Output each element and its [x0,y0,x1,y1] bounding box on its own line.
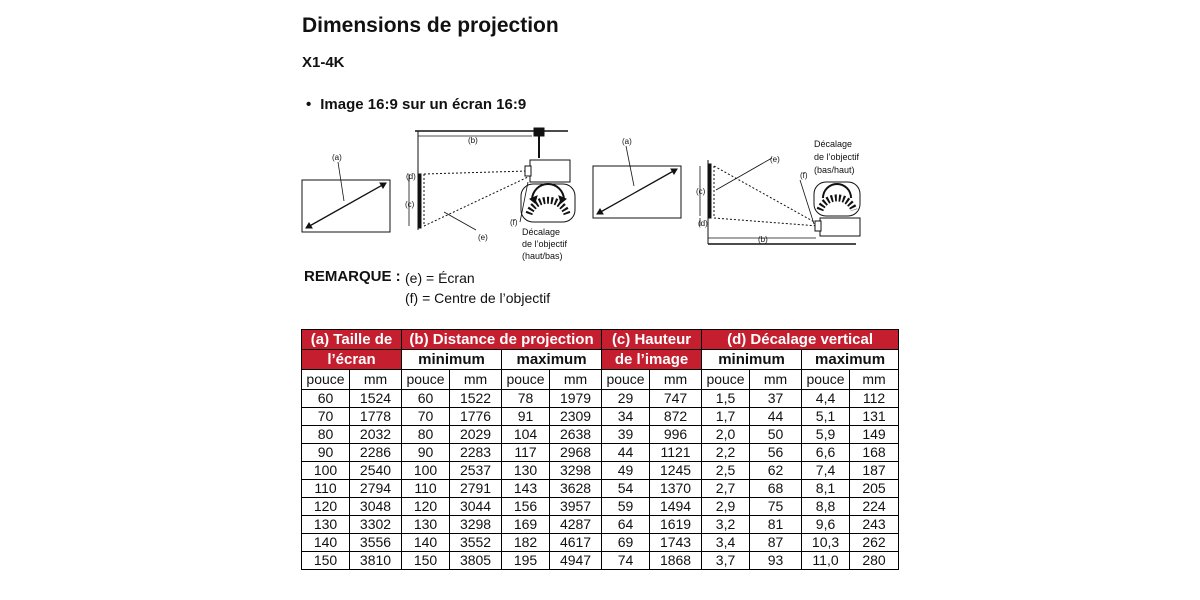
unit-cell: mm [350,370,402,390]
table-cell: 3048 [350,498,402,516]
table-cell: 2,2 [702,444,750,462]
table-cell: 100 [402,462,450,480]
table-cell: 2286 [350,444,402,462]
table-cell: 9,6 [802,516,850,534]
table-cell: 44 [750,408,802,426]
table-cell: 60 [302,390,350,408]
table-cell: 56 [750,444,802,462]
table-cell: 3298 [550,462,602,480]
label-f: (f) [800,171,808,180]
table-row [302,426,899,444]
projector-lens [525,166,531,176]
table-cell: 2791 [450,480,502,498]
diagonal-arrow [306,183,386,228]
shift-label-line3: (haut/bas) [522,251,563,261]
table-cell: 149 [850,426,899,444]
table-cell: 195 [502,552,550,570]
table-cell: 60 [402,390,450,408]
table-cell: 224 [850,498,899,516]
diagonal-arrow [597,169,677,214]
table-cell: 205 [850,480,899,498]
label-f-leader [800,180,814,224]
table-cell: 3298 [450,516,502,534]
table-cell: 3805 [450,552,502,570]
remark-line-f: (f) = Centre de l’objectif [405,290,551,306]
page-title: Dimensions de projection [302,14,559,37]
label-e: (e) [478,233,488,242]
table-cell: 80 [302,426,350,444]
table-cell: 280 [850,552,899,570]
table-cell: 2032 [350,426,402,444]
header-screen-size: (a) Taille de [302,330,402,350]
table-cell: 3044 [450,498,502,516]
header-offset-min: minimum [702,350,802,370]
table-cell: 5,1 [802,408,850,426]
unit-cell: pouce [602,370,650,390]
table-cell: 187 [850,462,899,480]
table-cell: 140 [402,534,450,552]
header-screen-size-line2: l’écran [302,350,402,370]
table-cell: 91 [502,408,550,426]
table-cell: 262 [850,534,899,552]
bullet-text: Image 16:9 sur un écran 16:9 [320,96,527,113]
table-cell: 120 [402,498,450,516]
table-cell: 2029 [450,426,502,444]
table-row [302,534,899,552]
ceiling-mount-diagram [296,122,586,272]
table-cell: 131 [850,408,899,426]
table-units-row [302,370,899,390]
table-cell: 1979 [550,390,602,408]
table-cell: 243 [850,516,899,534]
table-cell: 100 [302,462,350,480]
shift-label-line1: Décalage [814,139,853,149]
table-cell: 120 [302,498,350,516]
table-row [302,480,899,498]
table-cell: 1494 [650,498,702,516]
table-cell: 5,9 [802,426,850,444]
table-cell: 87 [750,534,802,552]
table-cell: 69 [602,534,650,552]
table-cell: 2968 [550,444,602,462]
table-cell: 1370 [650,480,702,498]
label-d: (d) [406,172,416,181]
table-cell: 80 [402,426,450,444]
table-cell: 44 [602,444,650,462]
table-cell: 1522 [450,390,502,408]
table-cell: 4947 [550,552,602,570]
label-e-leader [444,212,476,230]
table-header-row [302,330,899,350]
table-cell: 112 [850,390,899,408]
table-cell: 7,4 [802,462,850,480]
label-b: (b) [468,136,478,145]
shift-label-line3: (bas/haut) [814,165,855,175]
header-image-height: (c) Hauteur [602,330,702,350]
table-cell: 3556 [350,534,402,552]
remark-line-e: (e) = Écran [405,270,475,286]
table-cell: 110 [302,480,350,498]
header-distance-min: minimum [402,350,502,370]
shift-label-line2: de l’objectif [522,239,568,249]
table-cell: 1524 [350,390,402,408]
table-cell: 49 [602,462,650,480]
table-cell: 3,4 [702,534,750,552]
table-subheader-row [302,350,899,370]
table-cell: 90 [402,444,450,462]
table-cell: 4617 [550,534,602,552]
table-cell: 2283 [450,444,502,462]
table-cell: 2,5 [702,462,750,480]
table-cell: 70 [302,408,350,426]
table-cell: 93 [750,552,802,570]
unit-cell: mm [650,370,702,390]
lens-shift-inset [814,182,860,216]
table-cell: 74 [602,552,650,570]
screen-side-view [418,174,421,228]
table-cell: 2537 [450,462,502,480]
table-cell: 1778 [350,408,402,426]
label-d: (d) [698,219,708,228]
table-row [302,462,899,480]
table-cell: 8,8 [802,498,850,516]
table-cell: 2540 [350,462,402,480]
table-cell: 3,7 [702,552,750,570]
header-projection-distance: (b) Distance de projection [402,330,602,350]
table-cell: 156 [502,498,550,516]
table-body [302,390,899,570]
table-cell: 117 [502,444,550,462]
table-cell: 140 [302,534,350,552]
header-distance-max: maximum [502,350,602,370]
shift-label-line1: Décalage [522,227,561,237]
label-a-leader [338,162,344,201]
label-e-leader [716,158,772,190]
model-name: X1-4K [302,54,345,71]
label-c: (c) [405,200,415,209]
table-cell: 50 [750,426,802,444]
table-cell: 130 [402,516,450,534]
table-cell: 6,6 [802,444,850,462]
table-cell: 104 [502,426,550,444]
table-cell: 1619 [650,516,702,534]
projection-ray-bottom [714,218,818,226]
table-row [302,444,899,462]
table-cell: 1,7 [702,408,750,426]
table-cell: 2638 [550,426,602,444]
projector-lens [815,221,821,231]
projector-body [530,160,570,182]
ceiling-mount-bracket [534,128,544,136]
table-cell: 10,3 [802,534,850,552]
unit-cell: mm [450,370,502,390]
table-cell: 8,1 [802,480,850,498]
unit-cell: pouce [802,370,850,390]
label-a: (a) [622,137,632,146]
table-cell: 2,7 [702,480,750,498]
table-cell: 3957 [550,498,602,516]
table-cell: 68 [750,480,802,498]
table-cell: 110 [402,480,450,498]
table-cell: 3810 [350,552,402,570]
shift-label-line2: de l’objectif [814,152,860,162]
screen-side-view [708,164,711,218]
unit-cell: mm [750,370,802,390]
table-cell: 81 [750,516,802,534]
table-cell: 2,0 [702,426,750,444]
table-cell: 1121 [650,444,702,462]
table-cell: 29 [602,390,650,408]
table-cell: 75 [750,498,802,516]
unit-cell: mm [550,370,602,390]
table-cell: 39 [602,426,650,444]
table-cell: 1776 [450,408,502,426]
table-mount-diagram [588,130,868,254]
table-cell: 168 [850,444,899,462]
table-cell: 59 [602,498,650,516]
label-c: (c) [696,187,706,196]
remark-label: REMARQUE : [304,268,401,285]
header-image-height-line2: de l’image [602,350,702,370]
unit-cell: pouce [702,370,750,390]
table-cell: 2794 [350,480,402,498]
projection-ray-top [424,171,528,174]
table-row [302,408,899,426]
label-f: (f) [510,218,518,227]
table-row [302,498,899,516]
label-b: (b) [758,235,768,244]
table-cell: 34 [602,408,650,426]
table-cell: 11,0 [802,552,850,570]
table-cell: 747 [650,390,702,408]
table-cell: 1868 [650,552,702,570]
header-vertical-offset: (d) Décalage vertical [702,330,899,350]
table-cell: 1,5 [702,390,750,408]
table-cell: 3628 [550,480,602,498]
table-cell: 3302 [350,516,402,534]
table-cell: 3552 [450,534,502,552]
unit-cell: mm [850,370,899,390]
table-cell: 150 [302,552,350,570]
unit-cell: pouce [502,370,550,390]
table-cell: 996 [650,426,702,444]
unit-cell: pouce [302,370,350,390]
table-cell: 1245 [650,462,702,480]
table-cell: 2,9 [702,498,750,516]
table-cell: 4,4 [802,390,850,408]
table-cell: 182 [502,534,550,552]
table-cell: 37 [750,390,802,408]
table-cell: 62 [750,462,802,480]
table-cell: 90 [302,444,350,462]
bullet-item [306,96,526,113]
table-cell: 130 [502,462,550,480]
bullet-marker: • [306,96,312,113]
header-offset-max: maximum [802,350,899,370]
table-row [302,516,899,534]
table-cell: 130 [302,516,350,534]
table-cell: 143 [502,480,550,498]
table-cell: 872 [650,408,702,426]
table-cell: 78 [502,390,550,408]
table-cell: 54 [602,480,650,498]
table-cell: 150 [402,552,450,570]
table-row [302,552,899,570]
table-cell: 64 [602,516,650,534]
unit-cell: pouce [402,370,450,390]
label-e: (e) [770,155,780,164]
table-cell: 1743 [650,534,702,552]
table-cell: 4287 [550,516,602,534]
table-cell: 169 [502,516,550,534]
projector-body [820,218,860,236]
table-row [302,390,899,408]
table-cell: 3,2 [702,516,750,534]
table-cell: 70 [402,408,450,426]
label-a: (a) [332,153,342,162]
projection-spec-table [301,329,899,570]
table-cell: 2309 [550,408,602,426]
